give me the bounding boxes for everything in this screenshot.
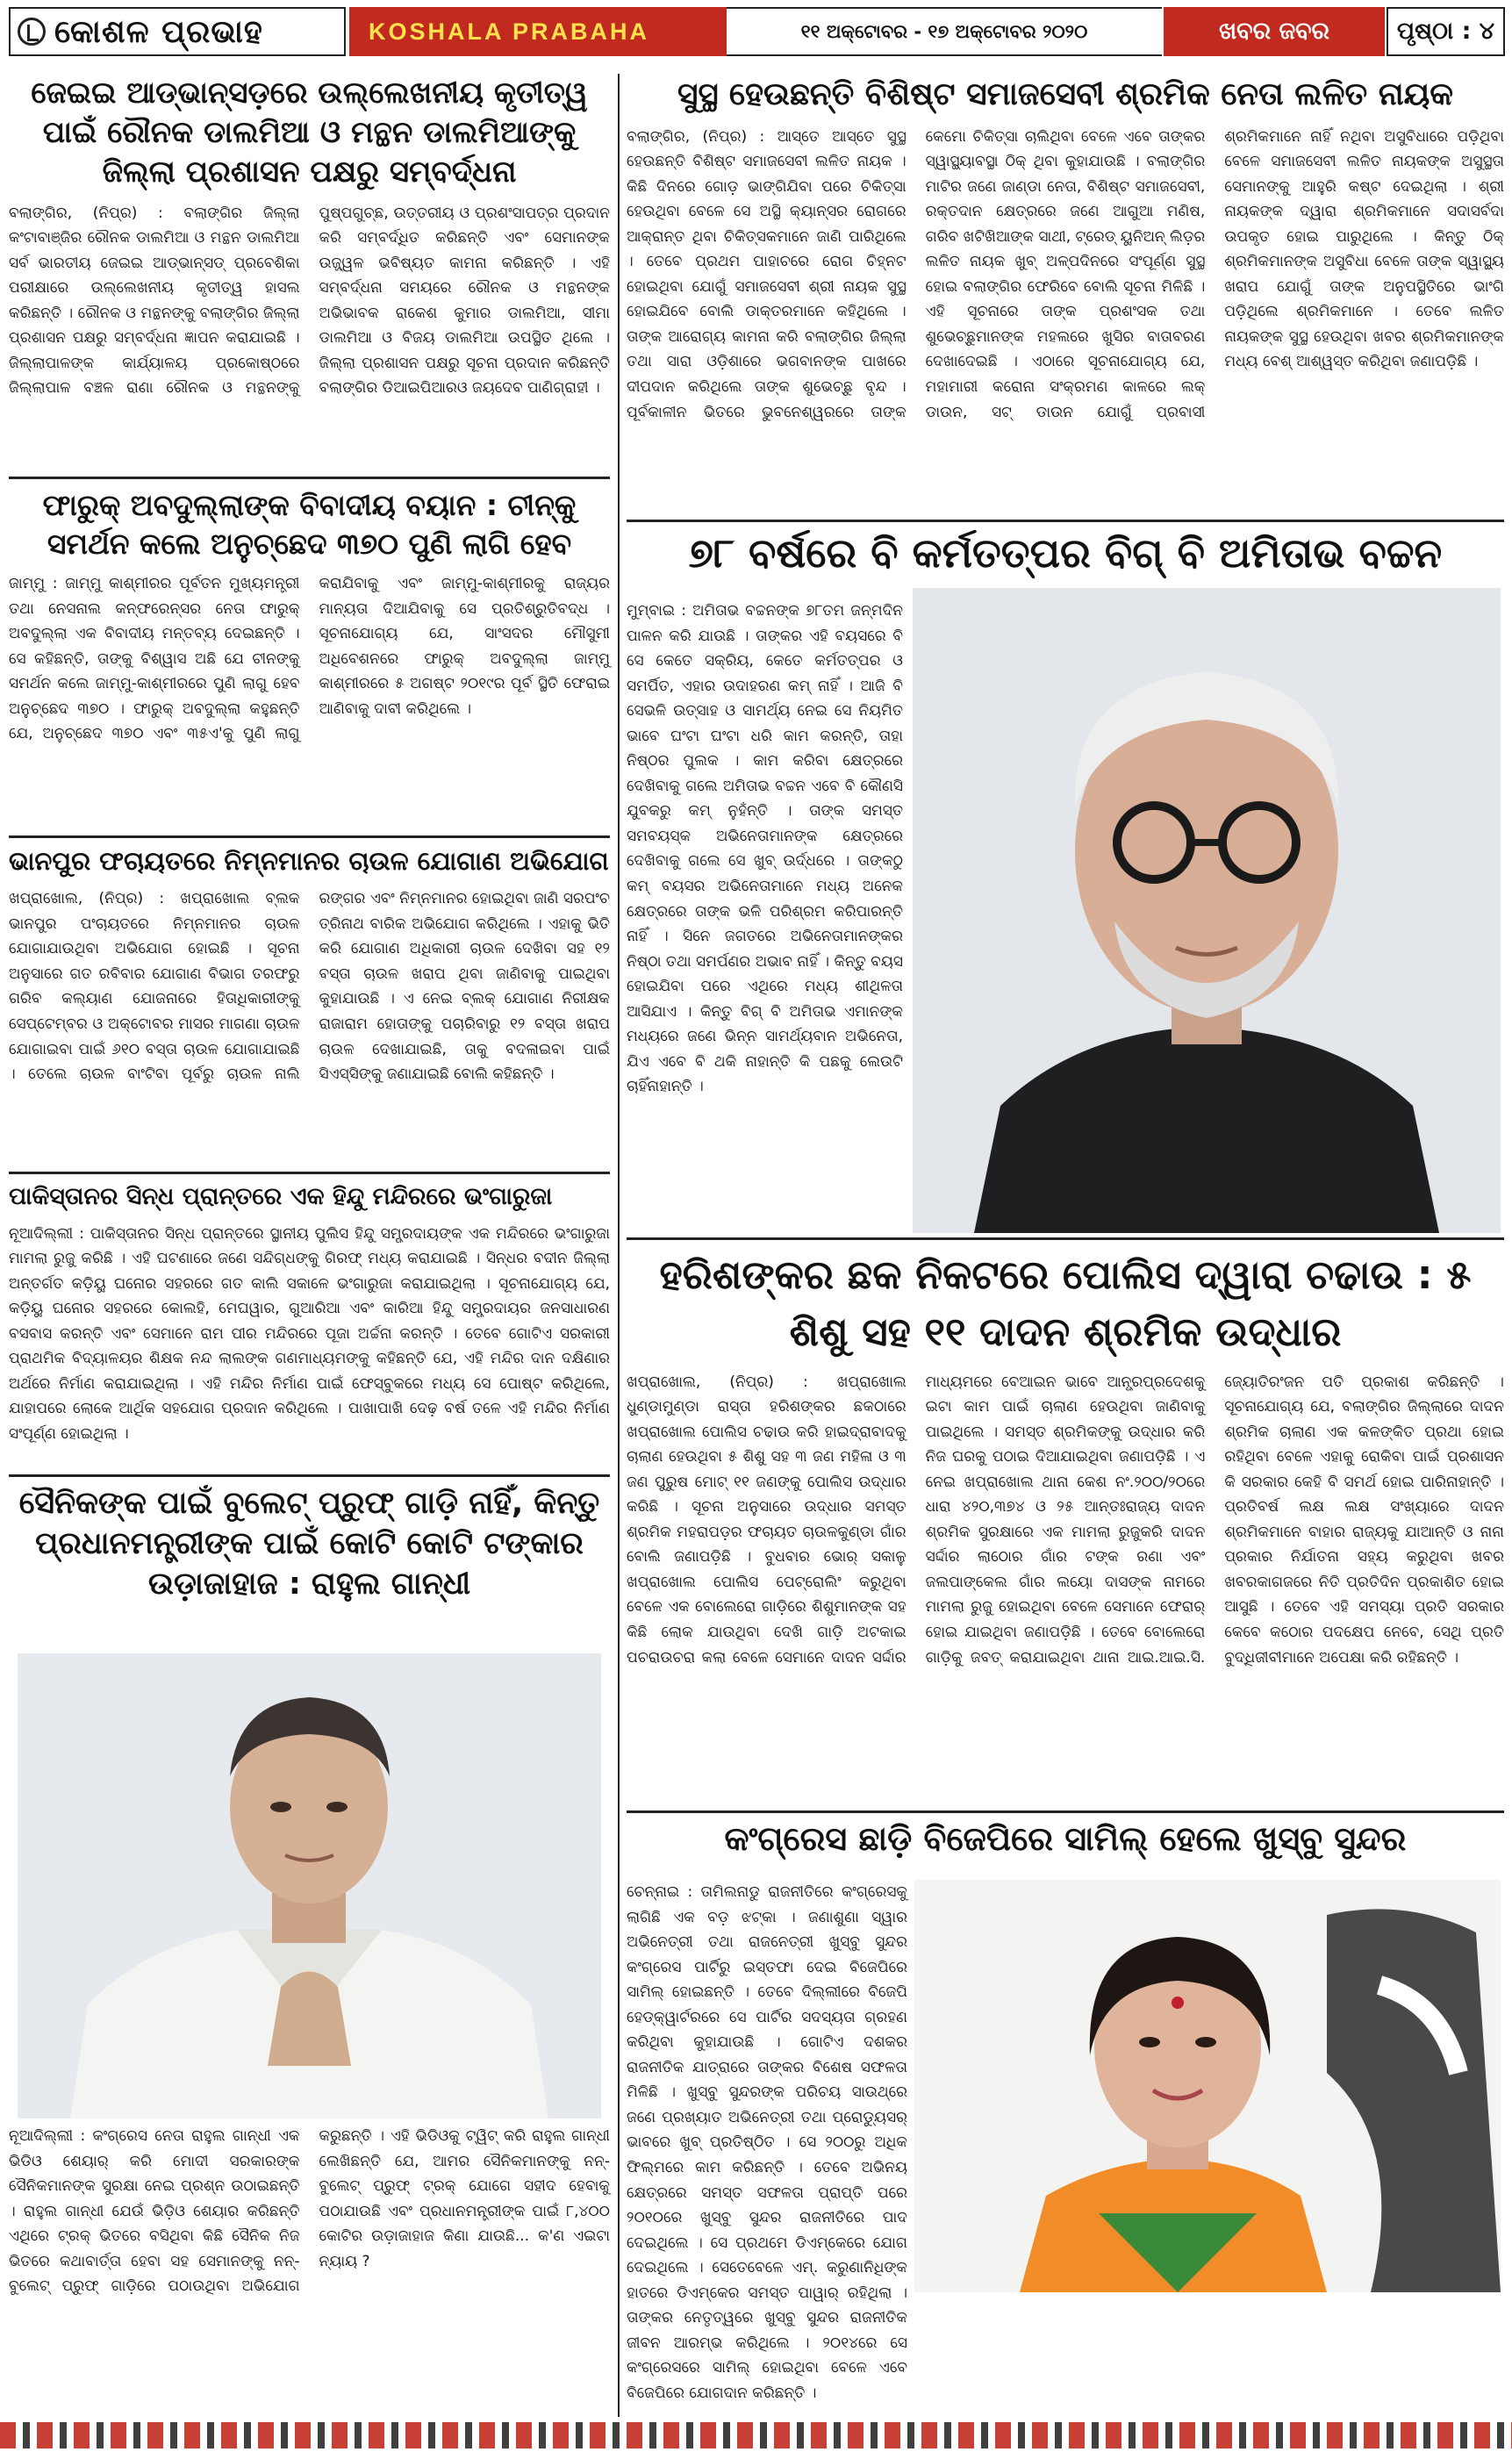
body-amitabh: ମୁମ୍ବାଇ : ଅମିତାଭ ବଚ୍ଚନଙ୍କ ୭୮ତମ ଜନ୍ମଦିନ ପାଳନ କରି ଯାଉଛି । ତାଙ୍କର ଏହି ବୟସରେ ବି ସେ କେତେ ସକ୍ରିୟ, କେତେ କର୍ମତତ୍ପର ଓ ସମର୍ପିତ, ଏହାର ଉଦାହରଣ କମ୍ ନାହିଁ । ଆଜି ବି ସେଭଳି ଉତ୍ସାହ ଓ ସାମର୍ଥ୍ୟ ନେଇ ସେ ନିୟମିତ ଭାବେ ଘଂଟା ଘଂଟା ଧରି କାମ କରନ୍ତି, ତାହା ନିଷ୍ଠର ପୁଲକ । କାମ କରିବା କ୍ଷେତ୍ରରେ ଦେଖିବାକୁ ଗଲେ ଅମିତାଭ ବଚ୍ଚନ ଏବେ ବି କୌଣସି ଯୁବକରୁ କମ୍ ନୁହଁନ୍ତି । ତାଙ୍କ ସମସ୍ତ ସମବୟସ୍କ ଅଭିନେତାମାନଙ୍କ କ୍ଷେତ୍ରରେ ଦେଖିବାକୁ ଗଲେ ସେ ଖୁବ୍ ଉର୍ଦ୍ଧରେ । ତାଙ୍କଠୁ କମ୍ ବୟସର ଅଭିନେତାମାନେ ମଧ୍ୟ ଅନେକ କ୍ଷେତ୍ରରେ ତାଙ୍କ ଭଳି ପରିଶ୍ରମ କରିପାରନ୍ତି ନାହିଁ । ସିନେ ଜଗତରେ ଅଭିନେତାମାନଙ୍କର ନିଷ୍ଠା ତଥା ସମର୍ପଣର ଅଭାବ ନାହିଁ । କିନ୍ତୁ ବୟସ ହୋଇଯିବା ପରେ ଏଥିରେ ମଧ୍ୟ ଶୀଥିଳତା ଆସିଯାଏ । କିନ୍ତୁ ବିଗ୍ ବି ଅମିତାଭ ଏମାନଙ୍କ ମଧ୍ୟରେ ଜଣେ ଭିନ୍ନ ସାମର୍ଥ୍ୟବାନ ଅଭିନେତା, ଯିଏ ଏବେ ବି ଥକି ନାହାନ୍ତି କି ପଛକୁ ଲେଉଟି ଚାହିଁନାହାନ୍ତି । xyxy=(627,602,903,1096)
page-number: ପୃଷ୍ଠା : ୪ xyxy=(1387,7,1505,56)
divider xyxy=(9,477,610,479)
masthead xyxy=(0,0,1512,61)
logo-text: କୋଶଳ ପ୍ରଭାହ xyxy=(54,12,263,50)
headline-pakistan: ପାକିସ୍ତାନର ସିନ୍ଧ ପ୍ରାନ୍ତରେ ଏକ ହିନ୍ଦୁ ମନ୍ଦିରରେ ଭଂଗାରୁଜା xyxy=(9,1183,553,1210)
body-dalmia: ବଲାଙ୍ଗିର, (ନିପ୍ର) : ବଲାଙ୍ଗିର ଜିଲ୍ଲା କଂଟାବାଞ୍ଜିର ରୌନକ ଡାଲମିଆ ଓ ମନ୍ଥନ ଡାଲମିଆ ସର୍ବ ଭାରତୀୟ ଜେଇଇ ଆଡ୍‌ଭାନ୍ସଡ୍ ପ୍ରବେଶିକା ପରୀକ୍ଷାରେ ଉଲ୍ଲେଖନୀୟ କୃତୀତ୍ୱ ହାସଲ କରିଛନ୍ତି । ରୌନକ ଓ ମନ୍ଥନଙ୍କୁ ବଲାଙ୍ଗିର ଜିଲ୍ଲା ପ୍ରଶାସନ ପକ୍ଷରୁ ସମ୍ବର୍ଦ୍ଧନା ଜ୍ଞାପନ କରାଯାଇଛି । ଜିଲ୍ଲାପାଳଙ୍କ କାର୍ଯ୍ୟାଳୟ ପ୍ରକୋଷ୍ଠରେ ଜିଲ୍ଲାପାଳ ବଞ୍ଚଳ ରାଣା ରୌନକ ଓ ମନ୍ଥନଙ୍କୁ ପୁଷ୍ପଗୁଚ୍ଛ, ଉତ୍ତରୀୟ ଓ ପ୍ରଶଂସାପତ୍ର ପ୍ରଦାନ କରି ସମ୍ବର୍ଦ୍ଧିତ କରିଛନ୍ତି ଏବଂ ସେମାନଙ୍କ ଉଜ୍ଜ୍ୱଳ ଭବିଷ୍ୟତ କାମନା କରିଛନ୍ତି । ଏହି ସମ୍ବର୍ଦ୍ଧନା ସମୟରେ ରୌନକ ଓ ମନ୍ଥନଙ୍କ ଅଭିଭାବକ ରାକେଶ କୁମାର ଡାଲମିଆ, ସୀମା ଡାଲମିଆ ଓ ବିଜୟ ଡାଲମିଆ ଉପସ୍ଥିତ ଥିଲେ । ଜିଲ୍ଲା ପ୍ରଶାସନ ପକ୍ଷରୁ ସୂଚନା ପ୍ରଦାନ କରିଛନ୍ତି ବଲାଙ୍ଗିର ଡିଆଇପିଆରଓ ଜୟଦେବ ପାଣିଗ୍ରାହୀ । xyxy=(9,204,610,398)
article-khushbu-headline-block xyxy=(627,1817,1504,1878)
newspaper-logo xyxy=(9,7,346,56)
section-name: ଖବର ଜବର xyxy=(1164,7,1385,56)
body-farooq: ଜାମ୍ମୁ : ଜାମ୍ମୁ କାଶ୍ମୀରର ପୂର୍ବତନ ମୁଖ୍ୟମନ୍ତ୍ରୀ ତଥା ନେସନାଲ କନ୍‌ଫରେନ୍ସର ନେତା ଫାରୁକ୍ ଅବଦୁଲ୍ଲା ଏକ ବିବାଦୀୟ ମନ୍ତବ୍ୟ ଦେଇଛନ୍ତି । ସେ କହିଛନ୍ତି, ତାଙ୍କୁ ବିଶ୍ୱାସ ଅଛି ଯେ ଚୀନଙ୍କୁ ସମର୍ଥନ କଲେ ଜାମ୍ମୁ-କାଶ୍ମୀରରେ ପୁଣି ଲାଗୁ ହେବ ଅନୁଚ୍ଛେଦ ୩୭୦ । ଫାରୁକ୍ ଅବଦୁଲ୍ଲା କହୁଛନ୍ତି ଯେ, ଅନୁଚ୍ଛେଦ ୩୭୦ ଏବଂ ୩୫ଏ'କୁ ପୁଣି ଲାଗୁ କରାଯିବାକୁ ଏବଂ ଜାମ୍ମୁ-କାଶ୍ମୀରକୁ ରାଜ୍ୟର ମାନ୍ୟତା ଦିଆଯିବାକୁ ସେ ପ୍ରତିଶ୍ରୁତିବଦ୍ଧ । ସୂଚନାଯୋଗ୍ୟ ଯେ, ସାଂସଦର ମୌସୁମୀ ଅଧିବେଶନରେ ଫାରୁକ୍ ଅବଦୁଲ୍ଲା ଜାମ୍ମୁ କାଶ୍ମୀରରେ ୫ ଅଗଷ୍ଟ ୨୦୧୯ର ପୂର୍ବ ସ୍ଥିତି ଫେରାଇ ଆଣିବାକୁ ଦାବୀ କରିଥିଲେ । xyxy=(9,575,610,743)
body-lalit: ବଲାଙ୍ଗିର, (ନିପ୍ର) : ଆସ୍ତେ ଆସ୍ତେ ସୁସ୍ଥ ହେଉଛନ୍ତି ବିଶିଷ୍ଟ ସମାଜସେବୀ ଲଳିତ ନାୟକ । କିଛି ଦିନରେ ଗୋଡ଼ ଭାଙ୍ଗିଯିବା ପରେ ଚିକିତ୍ସା ହେଉଥିବା ବେଳେ ସେ ଅସ୍ଥି କ୍ୟାନ୍ସର ରୋଗରେ ଆକ୍ରାନ୍ତ ଥିବା ଚିକିତ୍ସକମାନେ ଜାଣି ପାରିଥିଲେ । ତେବେ ପ୍ରଥମ ପାହାଚରେ ରୋଗ ଚିହ୍ନଟ ହୋଇଥିବା ଯୋଗୁଁ ସମାଜସେବୀ ଶ୍ରୀ ନାୟକ ସୁସ୍ଥ ହୋଇଯିବେ ବୋଲି ଡାକ୍ତରମାନେ କହିଥିଲେ । ତାଙ୍କ ଆରୋଗ୍ୟ କାମନା କରି ବଲାଙ୍ଗିର ଜିଲ୍ଲା ତଥା ସାରା ଓଡ଼ିଶାରେ ଭଗବାନଙ୍କ ପାଖରେ ଦୀପଦାନ କରିଥିଲେ ତାଙ୍କ ଶୁଭେଚ୍ଛୁ ବୃନ୍ଦ । ପୂର୍ବକାଳୀନ ଭିତରେ ଭୁବନେଶ୍ୱରରେ ତାଙ୍କ କେମୋ ଚିକିତ୍ସା ଚାଲିଥିବା ବେଳେ ଏବେ ତାଙ୍କର ସ୍ୱାସ୍ଥ୍ୟାବସ୍ଥା ଠିକ୍ ଥିବା କୁହାଯାଉଛି । ବଲାଙ୍ଗିର ମାଟିର ଜଣେ ଜାଣ୍ଡା ନେତା, ବିଶିଷ୍ଟ ସମାଜସେବୀ, ରକ୍ତଦାନ କ୍ଷେତ୍ରରେ ଜଣେ ଆଗୁଆ ମଣିଷ, ଗରିବ ଖଟିଖିଆଙ୍କ ସାଥୀ, ଟ୍ରେଡ୍ ୟୁନିଅନ୍ ଲିଡ଼ର ଲଳିତ ନାୟକ ଖୁବ୍ ଅଳ୍ପଦିନରେ ସଂପୂର୍ଣ୍ଣ ସୁସ୍ଥ ହୋଇ ବଲାଙ୍ଗିର ଫେରିବେ ବୋଲି ସୂଚନା ମିଳିଛି । ଏହି ସୂଚନାରେ ତାଙ୍କ ପ୍ରଶଂସକ ତଥା ଶୁଭେଚ୍ଛୁମାନଙ୍କ ମହଲରେ ଖୁସିର ବାତାବରଣ ଦେଖାଦେଇଛି । ଏଠାରେ ସୂଚନାଯୋଗ୍ୟ ଯେ, ମହାମାରୀ କରୋନା ସଂକ୍ରମଣ କାଳରେ ଲକ୍ ଡାଉନ, ସଟ୍ ଡାଉନ ଯୋଗୁଁ ପ୍ରବାସୀ ଶ୍ରମିକମାନେ ନାହିଁ ନଥିବା ଅସୁବିଧାରେ ପଡ଼ିଥିବା ବେଳେ ସମାଜସେବୀ ଲଳିତ ନାୟକଙ୍କ ଅସୁସ୍ଥତା ସେମାନଙ୍କୁ ଆହୁରି କଷ୍ଟ ଦେଇଥିଲା । ଶ୍ରୀ ନାୟକଙ୍କ ଦ୍ୱାରା ଶ୍ରମିକମାନେ ସଦାସର୍ବଦା ଉପକୃତ ହୋଇ ପାରୁଥିଲେ । କିନ୍ତୁ ଠିକ୍ ଶ୍ରମିକମାନଙ୍କ ଅସୁବିଧା ବେଳେ ତାଙ୍କ ସ୍ୱାସ୍ଥ୍ୟ ଖରାପ ଯୋଗୁଁ ତାଙ୍କ ଅନୁପସ୍ଥିତିରେ ଭାଂଗି ପଡ଼ିଥିଲେ ଶ୍ରମିକମାନେ । ତେବେ ଲଳିତ ନାୟକଙ୍କ ସୁସ୍ଥ ହେଉଥିବା ଖବର ଶ୍ରମିକମାନଙ୍କ ମଧ୍ୟ ବେଶ୍ ଆଶ୍ୱସ୍ତ କରିଥିବା ଜଣାପଡ଼ିଛି । xyxy=(627,127,1504,421)
brand-english: KOSHALA PRABAHA xyxy=(349,7,727,56)
body-harishankar: ଖପ୍ରାଖୋଲ, (ନିପ୍ର) : ଖପ୍ରାଖୋଲ ଧୁଣ୍ଡାମୁଣ୍ଡା ରାସ୍ତା ହରିଶଙ୍କର ଛକଠାରେ ଖପ୍ରାଖୋଲ ପୋଲିସ ଚଢାଉ କରି ହାଇଦ୍ରାବାଦକୁ ଚାଲାଣ ହେଉଥିବା ୫ ଶିଶୁ ସହ ୩ ଜଣ ମହିଳା ଓ ୩ ଜଣ ପୁରୁଷ ମୋଟ୍ ୧୧ ଜଣଙ୍କୁ ପୋଲିସ ଉଦ୍ଧାର କରିଛି । ସୂଚନା ଅନୁସାରେ ଉଦ୍ଧାର ସମସ୍ତ ଶ୍ରମିକ ମହରାପଡ଼ର ଫଚାୟତ ଚାଉଳକୁଣ୍ଡା ଗାଁର ବୋଲି ଜଣାପଡ଼ିଛି । ବୁଧବାର ଭୋର୍ ସକାଳୁ ଖପ୍ରାଖୋଲ ପୋଲିସ ପେଟ୍ରୋଲିଂ କରୁଥିବା ବେଳେ ଏକ ବୋଲେରୋ ଗାଡ଼ିରେ ଶିଶୁମାନଙ୍କ ସହ କିଛି ଲୋକ ଯାଉଥିବା ଦେଖି ଗାଡ଼ି ଅଟକାଇ ପଚରାଉଚରା କଲା ବେଳେ ସେମାନେ ଦାଦନ ସର୍ଦ୍ଦାର ମାଧ୍ୟମରେ ବେଆଇନ ଭାବେ ଆନ୍ଧ୍ରପ୍ରଦେଶକୁ ଇଟା କାମ ପାଇଁ ଚାଲାଣ ହେଉଥିବା ଜାଣିବାକୁ ପାଇଥିଲେ । ସମସ୍ତ ଶ୍ରମିକଙ୍କୁ ଉଦ୍ଧାର କରି ନିଜ ଘରକୁ ପଠାଇ ଦିଆଯାଇଥିବା ଜଣାପଡ଼ିଛି । ଏ ନେଇ ଖପ୍ରାଖୋଲ ଥାନା କେଶ ନଂ.୨୦୦/୨୦ରେ ଧାରା ୪୨୦,୩୭୪ ଓ ୨୫ ଆନ୍ତଃରାଜ୍ୟ ଦାଦନ ଶ୍ରମିକ ସୁରକ୍ଷାରେ ଏକ ମାମଲା ରୁଜୁକରି ଦାଦନ ସର୍ଦ୍ଦାର ଲାଠୋର ଗାଁର ଟଙ୍କ ରଣା ଏବଂ ଜଲପାଙ୍କେଲ ଗାଁର ଲୟୋ ଦାସଙ୍କ ନାମରେ ମାମଲା ରୁଜୁ ହୋଇଥିବା ବେଳେ ସେମାନେ ଫେରାର୍ ହୋଇ ଯାଇଥିବା ଜଣାପଡ଼ିଛି । ତେବେ ବୋଲେରୋ ଗାଡ଼ିକୁ ଜବତ୍ କରାଯାଇଥିବା ଥାନା ଆଇ.ଆଇ.ସି. ଜ୍ୟୋତିରଂଜନ ପତି ପ୍ରକାଶ କରିଛନ୍ତି । ସୂଚନାଯୋଗ୍ୟ ଯେ, ବଲାଙ୍ଗିର ଜିଲ୍ଲାରେ ଦାଦନ ଶ୍ରମିକ ଚାଲାଣ ଏକ କଳଙ୍କିତ ପ୍ରଥା ହୋଇ ରହିଥିବା ବେଳେ ଏହାକୁ ରୋକିବା ପାଇଁ ପ୍ରଶାସନ କି ସରକାର କେହି ବି ସମର୍ଥ ହୋଇ ପାରିନାହାନ୍ତି । ପ୍ରତିବର୍ଷ ଲକ୍ଷ ଲକ୍ଷ ସଂଖ୍ୟାରେ ଦାଦନ ଶ୍ରମିକମାନେ ବାହାର ରାଜ୍ୟକୁ ଯାଆନ୍ତି ଓ ନାନା ପ୍ରକାର ନିର୍ଯାତନା ସହ୍ୟ କରୁଥିବା ଖବର ଖବରକାଗଜରେ ନିତି ପ୍ରତିଦିନ ପ୍ରକାଶିତ ହୋଇ ଆସୁଛି । ତେବେ ଏହି ସମସ୍ୟା ପ୍ରତି ସରକାର କେବେ କଠୋର ପଦକ୍ଷେପ ନେବେ, ସେଥି ପ୍ରତି ବୁଦ୍ଧିଜୀବୀମାନେ ଅପେକ୍ଷା କରି ରହିଛନ୍ତି । xyxy=(627,1373,1504,1667)
article-harishankar xyxy=(627,1246,1504,1808)
divider xyxy=(627,1237,1504,1240)
headline-bhanpur: ଭାନପୁର ଫଚାୟତରେ ନିମ୍ନମାନର ଚାଉଳ ଯୋଗାଣ ଅଭିଯୋଗ xyxy=(9,846,609,876)
article-rahul xyxy=(9,2124,610,2418)
portrait-illustration xyxy=(18,1653,601,2119)
divider xyxy=(627,520,1504,522)
body-bhanpur: ଖପ୍ରାଖୋଲ, (ନିପ୍ର) : ଖପ୍ରାଖୋଲ ବ୍ଲକ ଭାନପୁର ପଂଚାୟତରେ ନିମ୍ନମାନର ଚାଉଳ ଯୋଗାଯାଉଥିବା ଅଭିଯୋଗ ହୋଇଛି । ସୂଚନା ଅନୁସାରେ ଗତ ରବିବାର ଯୋଗାଣ ବିଭାଗ ତରଫରୁ ଗରିବ କଲ୍ୟାଣ ଯୋଜନାରେ ହିତାଧିକାରୀଙ୍କୁ ସେପ୍ଟେମ୍ବର ଓ ଅକ୍ଟୋବର ମାସର ମାଗଣା ଚାଉଳ ଯୋଗାଇବା ପାଇଁ ୬୧୦ ବସ୍ତା ଚାଉଳ ଯୋଗାଯାଇଛି । ତେଲେ ଚାଉଳ ବାଂଟିବା ପୂର୍ବରୁ ଚାଉଳ ନାଲି ରଙ୍ଗର ଏବଂ ନିମ୍ନମାନର ହୋଇଥିବା ଜାଣି ସରପଂଚ ତ୍ରିନାଥ ବାରିକ ଅଭିଯୋଗ କରିଥିଲେ । ଏହାକୁ ଭିତି କରି ଯୋଗାଣ ଅଧିକାରୀ ଚାଉଳ ଦେଖିବା ସହ ୧୨ ବସ୍ତା ଚାଉଳ ଖରାପ ଥିବା ଜାଣିବାକୁ ପାଇଥିବା କୁହାଯାଉଛି । ଏ ନେଇ ବ୍ଲକ୍ ଯୋଗାଣ ନିରୀକ୍ଷକ ରାଜାରାମ ହୋତାଙ୍କୁ ପଚାରିବାରୁ ୧୨ ବସ୍ତା ଖରାପ ଚାଉଳ ଦେଖାଯାଇଛି, ତାକୁ ବଦଳାଇବା ପାଇଁ ସିଏସ୍‌ସିଙ୍କୁ ଜଣାଯାଇଛି ବୋଲି କହିଛନ୍ତି । xyxy=(9,890,610,1084)
photo-rahul-gandhi xyxy=(18,1653,601,2119)
article-farooq xyxy=(9,486,610,833)
article-lalit xyxy=(627,74,1504,517)
divider xyxy=(627,1810,1504,1813)
divider xyxy=(9,835,610,838)
body-khushbu: ଚେନ୍ନାଇ : ତାମିଲନାଡୁ ରାଜନୀତିରେ କଂଗ୍ରେସକୁ ଲାଗିଛି ଏକ ବଡ଼ ଝଟ୍‌କା । ଜଣାଶୁଣା ସ୍ୱାର ଅଭିନେତ୍ରୀ ତଥା ରାଜନେତ୍ରୀ ଖୁସ୍‌ବୁ ସୁନ୍ଦର କଂଗ୍ରେସ ପାର୍ଟିରୁ ଇସ୍ତଫା ଦେଇ ବିଜେପିରେ ସାମିଲ୍ ହୋଇଛନ୍ତି । ତେବେ ଦିଲ୍ଲୀରେ ବିଜେପି ହେଡ୍‌କ୍ୱାର୍ଟରରେ ସେ ପାର୍ଟିର ସଦସ୍ୟତା ଗ୍ରହଣ କରିଥିବା କୁହାଯାଉଛି । ଗୋଟିଏ ଦଶକର ରାଜନୀତିକ ଯାତ୍ରାରେ ତାଙ୍କର ବିଶେଷ ସଫଳତା ମିଳିଛି । ଖୁସ୍‌ବୁ ସୁନ୍ଦରଙ୍କ ପରିଚୟ ସାଉଥ୍‌ରେ ଜଣେ ପ୍ରଖ୍ୟାତ ଅଭିନେତ୍ରୀ ତଥା ପ୍ରୋଡ୍ୟୁସର୍ ଭାବରେ ଖୁବ୍ ପ୍ରତିଷ୍ଠିତ । ସେ ୨୦୦ରୁ ଅଧିକ ଫିଲ୍ମରେ କାମ କରିଛନ୍ତି । ତେବେ ଅଭିନୟ କ୍ଷେତ୍ରରେ ସମସ୍ତ ସଫଳତା ପ୍ରାପ୍ତି ପରେ ୨୦୧୦ରେ ଖୁସ୍‌ବୁ ସୁନ୍ଦର ରାଜନୀତିରେ ପାଦ ଦେଇଥିଲେ । ସେ ପ୍ରଥମେ ଡିଏମ୍‌କେରେ ଯୋଗ ଦେଇଥିଲେ । ସେତେବେଳେ ଏମ୍. କରୁଣାନିଧିଙ୍କ ହାତରେ ଡିଏମ୍‌କେର ସମସ୍ତ ପାୱାର୍ ରହିଥିଲା । ତାଙ୍କର ନେତୃତ୍ୱରେ ଖୁସ୍‌ବୁ ସୁନ୍ଦର ରାଜନୀତିକ ଜୀବନ ଆରମ୍ଭ କରିଥିଲେ । ୨୦୧୪ରେ ସେ କଂଗ୍ରେସରେ ସାମିଲ୍ ହୋଇଥିବା ବେଳେ ଏବେ ବିଜେପିରେ ଯୋଗଦାନ କରିଛନ୍ତି । xyxy=(627,1883,907,2402)
headline-rahul: ସୈନିକଙ୍କ ପାଇଁ ବୁଲେଟ୍ ପ୍ରୁଫ୍ ଗାଡ଼ି ନାହିଁ, କିନ୍ତୁ ପ୍ରଧାନମନ୍ତ୍ରୀଙ୍କ ପାଇଁ କୋଟି କୋଟି ଟଙ୍କାର ଉଡ଼ାଜାହାଜ : ରାହୁଲ ଗାନ୍ଧୀ xyxy=(18,1486,600,1602)
divider xyxy=(9,1172,610,1174)
decorative-footer-border xyxy=(0,2422,1512,2448)
article-amitabh xyxy=(627,599,903,1230)
headline-harishankar: ହରିଶଙ୍କର ଛକ ନିକଟରେ ପୋଲିସ ଦ୍ୱାରା ଚଢାଉ : ୫ ଶିଶୁ ସହ ୧୧ ଦାଦନ ଶ୍ରମିକ ଉଦ୍ଧାର xyxy=(659,1251,1472,1356)
photo-khushbu-sundar xyxy=(914,1880,1501,2292)
article-pakistan xyxy=(9,1181,610,1471)
article-amitabh-headline-block xyxy=(627,527,1504,597)
article-khushbu xyxy=(627,1880,907,2402)
headline-amitabh: ୭୮ ବର୍ଷରେ ବି କର୍ମତତ୍ପର ବିଗ୍ ବି ଅମିତାଭ ବଚ୍ଚନ xyxy=(688,529,1443,577)
headline-khushbu: କଂଗ୍ରେସ ଛାଡ଼ି ବିଜେପିରେ ସାମିଲ୍ ହେଲେ ଖୁସ୍‌ବୁ ସୁନ୍ଦର xyxy=(724,1819,1407,1858)
article-dalmia xyxy=(9,74,610,474)
headline-lalit: ସୁସ୍ଥ ହେଉଛନ୍ତି ବିଶିଷ୍ଟ ସମାଜସେବୀ ଶ୍ରମିକ ନେତା ଲଳିତ ନାୟକ xyxy=(677,76,1453,112)
headline-dalmia: ଜେଇଇ ଆଡ୍‌ଭାନ୍ସଡ଼ରେ ଉଲ୍ଲେଖନୀୟ କୃତୀତ୍ୱ ପାଇଁ ରୌନକ ଡାଲମିଆ ଓ ମନ୍ଥନ ଡାଲମିଆଙ୍କୁ ଜିଲ୍ଲା ପ୍ରଶାସନ ପକ୍ଷରୁ ସମ୍ବର୍ଦ୍ଧନା xyxy=(31,75,588,190)
column-divider xyxy=(618,74,620,2417)
issue-date: ୧୧ ଅକ୍ଟୋବର - ୧୭ ଅକ୍ଟୋବର ୨୦୨୦ xyxy=(727,7,1162,56)
portrait-illustration xyxy=(913,588,1501,1233)
portrait-illustration xyxy=(914,1880,1501,2292)
body-pakistan: ନୂଆଦିଲ୍ଲୀ : ପାକିସ୍ତାନର ସିନ୍ଧ ପ୍ରାନ୍ତରେ ସ୍ଥାନୀୟ ପୁଲିସ ହିନ୍ଦୁ ସମ୍ପ୍ରଦାୟଙ୍କ ଏକ ମନ୍ଦିରରେ ଭଂଗାରୁଜା ମାମଲା ରୁଜୁ କରିଛି । ଏହି ଘଟଣାରେ ଜଣେ ସନ୍ଦିଗ୍ଧଙ୍କୁ ଗିରଫ୍ ମଧ୍ୟ କରାଯାଇଛି । ସିନ୍ଧର ବଦୀନ ଜିଲ୍ଲା ଅନ୍ତର୍ଗତ କଡ଼ିୟୁ ଘନୋର ସହରରେ ଗତ କାଲି ସକାଳେ ଭଂଗାରୁଜା କରାଯାଇଥିଲା । ସୂଚନାଯୋଗ୍ୟ ଯେ, କଡ଼ିୟୁ ଘନୋର ସହରରେ କୋଲହି, ମେଘୱାର, ଗୁଆରିଆ ଏବଂ କାରିଆ ହିନ୍ଦୁ ସମ୍ପ୍ରଦାୟର ଜନସାଧାରଣ ବସବାସ କରନ୍ତି ଏବଂ ସେମାନେ ରାମ ପୀର ମନ୍ଦିରରେ ପୂଜା ଅର୍ଚ୍ଚନା କରନ୍ତି । ତେବେ ଗୋଟିଏ ସରକାରୀ ପ୍ରାଥମିକ ବିଦ୍ୟାଳୟର ଶିକ୍ଷକ ନନ୍ଦ ଲାଲଙ୍କ ଗଣମାଧ୍ୟମଙ୍କୁ କହିଛନ୍ତି ଯେ, ଏହି ମନ୍ଦିର ଦାନ ଦକ୍ଷିଣାର ଅର୍ଥରେ ନିର୍ମାଣ କରାଯାଇଥିଲା । ଏହି ମନ୍ଦିର ନିର୍ମାଣ ପାଇଁ ଫେସ୍‌ବୁକରେ ମଧ୍ୟ ସେ ପୋଷ୍ଟ କରିଥିଲେ, ଯାହାପରେ ଲୋକେ ଆର୍ଥିକ ସହଯୋଗ ପ୍ରଦାନ କରିଥିଲେ । ପାଖାପାଖି ଦେଢ଼ ବର୍ଷ ତଳେ ଏହି ମନ୍ଦିର ନିର୍ମାଣ ସଂପୂର୍ଣ୍ଣ ହୋଇଥିଲା । xyxy=(9,1224,610,1443)
headline-farooq: ଫାରୁକ୍ ଅବଦୁଲ୍ଲାଙ୍କ ବିବାଦୀୟ ବୟାନ : ଚୀନ୍‌କୁ ସମର୍ଥନ କଲେ ଅନୁଚ୍ଛେଦ ୩୭୦ ପୁଣି ଲାଗି ହେବ xyxy=(42,488,577,561)
logo-emblem-icon xyxy=(18,18,46,46)
article-rahul-headline-block xyxy=(9,1483,610,1650)
article-bhanpur xyxy=(9,844,610,1169)
divider xyxy=(9,1474,610,1477)
body-rahul: ନୂଆଦିଲ୍ଲୀ : କଂଗ୍ରେସ ନେତା ରାହୁଲ ଗାନ୍ଧୀ ଏକ ଭିଡିଓ ଶେୟାର୍ କରି ମୋଦୀ ସରକାରଙ୍କ ସୈନିକମାନଙ୍କ ସୁରକ୍ଷା ନେଇ ପ୍ରଶ୍ନ ଉଠାଇଛନ୍ତି । ରାହୁଲ ଗାନ୍ଧୀ ଯେଉଁ ଭିଡ଼ିଓ ଶେୟାର କରିଛନ୍ତି ଏଥିରେ ଟ୍ରକ୍ ଭିତରେ ବସିଥିବା କିଛି ସୈନିକ ନିଜ ଭିତରେ କଥାବାର୍ତ୍ତା ହେବା ସହ ସେମାନଙ୍କୁ ନନ୍-ବୁଲେଟ୍ ପ୍ରୁଫ୍ ଗାଡ଼ିରେ ପଠାଉଥିବା ଅଭିଯୋଗ କରୁଛନ୍ତି । ଏହି ଭିଡିଓକୁ ଟ୍ୱିଟ୍ କରି ରାହୁଲ ଗାନ୍ଧୀ ଲେଖିଛନ୍ତି ଯେ, ଆମର ସୈନିକମାନଙ୍କୁ ନନ୍-ବୁଲେଟ୍ ପ୍ରୁଫ୍ ଟ୍ରକ୍ ଯୋଗେ ସହୀଦ ହେବାକୁ ପଠାଯାଉଛି ଏବଂ ପ୍ରଧାନମନ୍ତ୍ରୀଙ୍କ ପାଇଁ ୮,୪୦୦ କୋଟିର ଉଡ଼ାଜାହାଜ କିଣା ଯାଉଛି... କ'ଣ ଏଇଟା ନ୍ୟାୟ ? xyxy=(9,2127,610,2296)
photo-amitabh-bachchan xyxy=(913,588,1501,1233)
